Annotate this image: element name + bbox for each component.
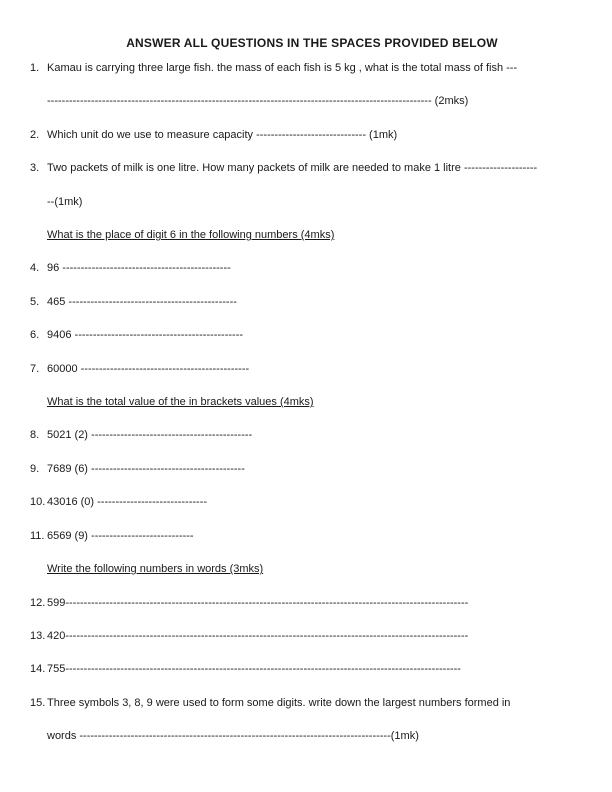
question-line: 9406 ---------------------------------------------- bbox=[47, 329, 244, 342]
question-text bbox=[47, 453, 594, 486]
question-number: 15. bbox=[30, 696, 46, 709]
question-item bbox=[30, 587, 594, 620]
question-item bbox=[30, 252, 594, 285]
question-text bbox=[47, 486, 594, 519]
question-text bbox=[47, 353, 594, 386]
answer-line: --------------------------------------------------------------------------------------------------------- (2mks) bbox=[47, 95, 469, 108]
question-line: 7689 (6) ------------------------------------------ bbox=[47, 462, 245, 475]
question-item bbox=[30, 286, 594, 319]
question-number: 6. bbox=[30, 329, 40, 342]
question-line: 420-------------------------------------------------------------------------------------------------------------- bbox=[47, 629, 469, 642]
question-number: 5. bbox=[30, 295, 40, 308]
question-list bbox=[30, 52, 594, 754]
question-text bbox=[47, 52, 594, 119]
question-line: 96 ---------------------------------------------- bbox=[47, 262, 231, 275]
question-text bbox=[47, 252, 594, 285]
question-line: Two packets of milk is one litre. How many packets of milk are needed to make 1 litre -------------------- bbox=[47, 162, 538, 175]
question-text bbox=[47, 119, 594, 152]
heading-text-wrap bbox=[47, 553, 594, 586]
question-item bbox=[30, 119, 594, 152]
answer-line: --(1mk) bbox=[47, 195, 83, 208]
section-heading bbox=[30, 553, 594, 586]
question-item bbox=[30, 152, 594, 219]
question-number: 4. bbox=[30, 262, 40, 275]
question-number: 9. bbox=[30, 462, 40, 475]
heading-text-wrap bbox=[47, 386, 594, 419]
question-text bbox=[47, 152, 594, 219]
question-item bbox=[30, 453, 594, 486]
question-number: 10. bbox=[30, 496, 46, 509]
question-number: 11. bbox=[30, 529, 45, 542]
question-line: 5021 (2) -------------------------------------------- bbox=[47, 429, 253, 442]
question-number: 12. bbox=[30, 596, 46, 609]
question-line: Kamau is carrying three large fish. the mass of each fish is 5 kg , what is the total mass of fish --- bbox=[47, 62, 518, 74]
question-line: Three symbols 3, 8, 9 were used to form some digits. write down the largest numbers formed in bbox=[47, 696, 511, 709]
question-number: 2. bbox=[30, 128, 40, 141]
question-line: 465 ---------------------------------------------- bbox=[47, 295, 237, 308]
heading-text-wrap bbox=[47, 219, 594, 252]
question-line: 6569 (9) ---------------------------- bbox=[47, 529, 194, 542]
question-number: 3. bbox=[30, 162, 40, 175]
question-text bbox=[47, 687, 594, 754]
answer-line: words -------------------------------------------------------------------------------------(1mk) bbox=[47, 730, 419, 743]
question-line: 755------------------------------------------------------------------------------------------------------------ bbox=[47, 663, 461, 676]
question-item bbox=[30, 687, 594, 754]
heading-spacer bbox=[30, 386, 47, 419]
question-text bbox=[47, 520, 594, 553]
section-heading bbox=[30, 219, 594, 252]
heading-spacer bbox=[30, 553, 47, 586]
question-line: 60000 ---------------------------------------------- bbox=[47, 362, 250, 375]
question-line: 43016 (0) ------------------------------ bbox=[47, 496, 208, 509]
question-item bbox=[30, 52, 594, 119]
question-item bbox=[30, 520, 594, 553]
question-item bbox=[30, 319, 594, 352]
question-text bbox=[47, 653, 594, 686]
heading-text: What is the total value of the in brackets values (4mks) bbox=[47, 396, 314, 409]
question-number: 14. bbox=[30, 663, 46, 676]
question-text bbox=[47, 419, 594, 452]
question-item bbox=[30, 419, 594, 452]
question-text bbox=[47, 620, 594, 653]
heading-spacer bbox=[30, 219, 47, 252]
section-heading bbox=[30, 386, 594, 419]
question-line: 599-------------------------------------------------------------------------------------------------------------- bbox=[47, 596, 469, 609]
question-text bbox=[47, 587, 594, 620]
question-text bbox=[47, 319, 594, 352]
question-item bbox=[30, 486, 594, 519]
question-text bbox=[47, 286, 594, 319]
heading-text: What is the place of digit 6 in the following numbers (4mks) bbox=[47, 229, 335, 242]
heading-text: Write the following numbers in words (3mks) bbox=[47, 563, 264, 576]
question-item bbox=[30, 653, 594, 686]
question-number: 8. bbox=[30, 429, 40, 442]
question-number: 1. bbox=[30, 62, 40, 74]
question-number: 13. bbox=[30, 629, 46, 642]
question-item bbox=[30, 353, 594, 386]
question-line: Which unit do we use to measure capacity ------------------------------ (1mk) bbox=[47, 128, 398, 141]
page-title: ANSWER ALL QUESTIONS IN THE SPACES PROVIDED BELOW bbox=[126, 36, 498, 50]
question-item bbox=[30, 620, 594, 653]
question-number: 7. bbox=[30, 362, 40, 375]
